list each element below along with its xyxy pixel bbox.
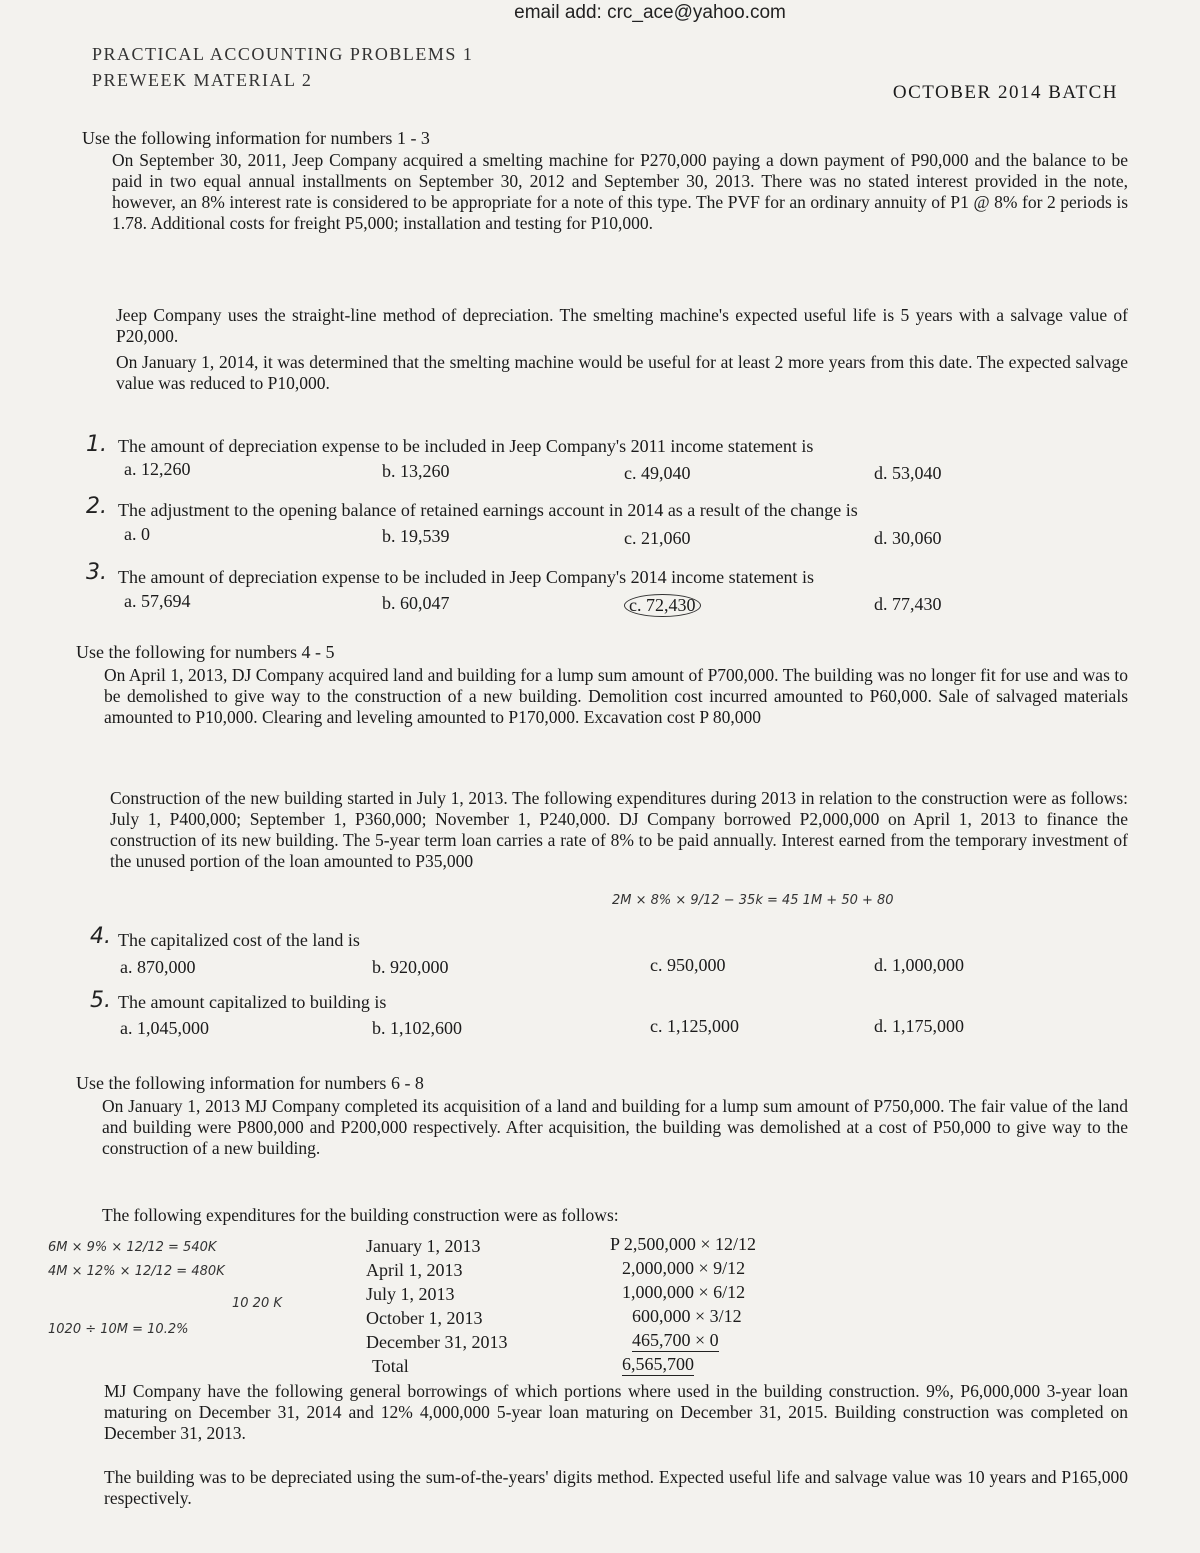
section1-paragraph1: On September 30, 2011, Jeep Company acquired a smelting machine for P270,000 paying a down payment of P90,000 and the balance to be paid in two equal annual installments on September 30, 2012 and September 30, 2013. There was no stated interest provided in the note, however, an 8% interest rate is considered to be appropriate for a note of this type. The PVF for an ordinary annuity of P1 @ 8% for 2 periods is 1.78. Additional costs for freight P5,000; installation and testing for P10,000. — [112, 150, 1128, 233]
schedule-date: December 31, 2013 — [366, 1332, 508, 1352]
handwritten-note: 2M × 8% × 9/12 − 35k = 45 1M + 50 + 80 — [612, 893, 894, 908]
option-c: c. 49,040 — [624, 463, 691, 483]
option-b: b. 1,102,600 — [372, 1018, 462, 1038]
question-text: The capitalized cost of the land is — [118, 930, 360, 950]
option-c: c. 1,125,000 — [650, 1016, 739, 1036]
answer-circle: c. 72,430 — [624, 594, 701, 617]
section2-paragraph1: On April 1, 2013, DJ Company acquired land and building for a lump sum amount of P700,000. The building was no longer fit for use and was to be demolished to give way to the construction of a new building. Demolition cost incurred amounted to P60,000. Sale of salvaged materials amounted to P10,000. Clearing and leveling amounted to P170,000. Excavation cost P 80,000 — [104, 665, 1128, 727]
course-title: PRACTICAL ACCOUNTING PROBLEMS 1 — [92, 44, 474, 64]
schedule-amount: 600,000 × 3/12 — [632, 1306, 742, 1326]
option-b: b. 13,260 — [382, 461, 450, 481]
option-d: d. 77,430 — [874, 594, 942, 614]
margin-note: 4M × 12% × 12/12 = 480K — [48, 1264, 225, 1279]
question-text: The adjustment to the opening balance of retained earnings account in 2014 as a result of the change is — [118, 500, 858, 520]
option-a: a. 12,260 — [124, 459, 191, 479]
option-a: a. 1,045,000 — [120, 1018, 209, 1038]
option-c — [624, 594, 701, 617]
section1-paragraph2: Jeep Company uses the straight-line method of depreciation. The smelting machine's expected useful life is 5 years with a salvage value of P20,000. — [116, 305, 1128, 346]
question-number: 5. — [90, 988, 111, 1013]
option-c: c. 21,060 — [624, 528, 691, 548]
schedule-date: July 1, 2013 — [366, 1284, 455, 1304]
material-title: PREWEEK MATERIAL 2 — [92, 70, 313, 90]
question-text: The amount of depreciation expense to be included in Jeep Company's 2014 income statement is — [118, 567, 815, 587]
option-a: a. 870,000 — [120, 957, 196, 977]
question-text: The amount of depreciation expense to be included in Jeep Company's 2011 income statement is — [118, 436, 814, 456]
option-c: c. 950,000 — [650, 955, 726, 975]
email-address: email add: crc_ace@yahoo.com — [514, 2, 786, 23]
question-number: 1. — [86, 432, 107, 457]
section3-paragraph1: On January 1, 2013 MJ Company completed its acquisition of a land and building for a lump sum amount of P750,000. The fair value of the land and building were P800,000 and P200,000 respectively. After acquisition, the building was demolished at a cost of P50,000 to give way to the construction of a new building. — [102, 1096, 1128, 1158]
section1-lead: Use the following information for numbers 1 - 3 — [82, 128, 430, 148]
schedule-date: October 1, 2013 — [366, 1308, 483, 1328]
section1-paragraph3: On January 1, 2014, it was determined that the smelting machine would be useful for at least 2 more years from this date. The expected salvage value was reduced to P10,000. — [116, 352, 1128, 393]
option-d: d. 53,040 — [874, 463, 942, 483]
section2-paragraph2: Construction of the new building started in July 1, 2013. The following expenditures during 2013 in relation to the construction were as follows: July 1, P400,000; September 1, P360,000; November 1, P240,000. DJ Company borrowed P2,000,000 on April 1, 2013 to finance the construction of its new building. The 5-year term loan carries a rate of 8% to be paid annually. Interest earned from the temporary investment of the unused portion of the loan amounted to P35,000 — [110, 788, 1128, 871]
section2-lead: Use the following for numbers 4 - 5 — [76, 642, 335, 662]
option-a: a. 0 — [124, 524, 150, 544]
section3-lead: Use the following information for numbers 6 - 8 — [76, 1073, 424, 1093]
section3-paragraph4: The building was to be depreciated using the sum-of-the-years' digits method. Expected useful life and salvage value was 10 years and P165,000 respectively. — [104, 1467, 1128, 1508]
margin-note: 6M × 9% × 12/12 = 540K — [48, 1240, 217, 1255]
section3-paragraph3: MJ Company have the following general borrowings of which portions where used in the building construction. 9%, P6,000,000 3-year loan maturing on December 31, 2014 and 12% 4,000,000 5-year loan maturing on December 31, 2015. Building construction was completed on December 31, 2013. — [104, 1381, 1128, 1443]
option-b: b. 60,047 — [382, 593, 450, 613]
option-d: d. 1,175,000 — [874, 1016, 964, 1036]
option-b: b. 920,000 — [372, 957, 449, 977]
option-d: d. 1,000,000 — [874, 955, 964, 975]
margin-note: 10 20 K — [232, 1296, 282, 1311]
margin-note: 1020 ÷ 10M = 10.2% — [48, 1322, 189, 1337]
batch-label: OCTOBER 2014 BATCH — [892, 82, 1118, 103]
schedule-amount: 1,000,000 × 6/12 — [622, 1282, 746, 1302]
question-number: 4. — [90, 924, 111, 949]
option-d: d. 30,060 — [874, 528, 942, 548]
question-number: 2. — [86, 494, 107, 519]
section3-paragraph2: The following expenditures for the building construction were as follows: — [102, 1205, 619, 1225]
schedule-amount: P 2,500,000 × 12/12 — [610, 1234, 756, 1254]
option-a: a. 57,694 — [124, 591, 191, 611]
question-number: 3. — [86, 560, 107, 585]
schedule-total-label: Total — [372, 1356, 409, 1376]
option-b: b. 19,539 — [382, 526, 450, 546]
question-text: The amount capitalized to building is — [118, 992, 387, 1012]
schedule-date: January 1, 2013 — [366, 1236, 481, 1256]
schedule-date: April 1, 2013 — [366, 1260, 463, 1280]
schedule-amount: 465,700 × 0 — [632, 1330, 719, 1350]
schedule-amount: 2,000,000 × 9/12 — [622, 1258, 746, 1278]
schedule-total-amount: 6,565,700 — [622, 1354, 694, 1374]
